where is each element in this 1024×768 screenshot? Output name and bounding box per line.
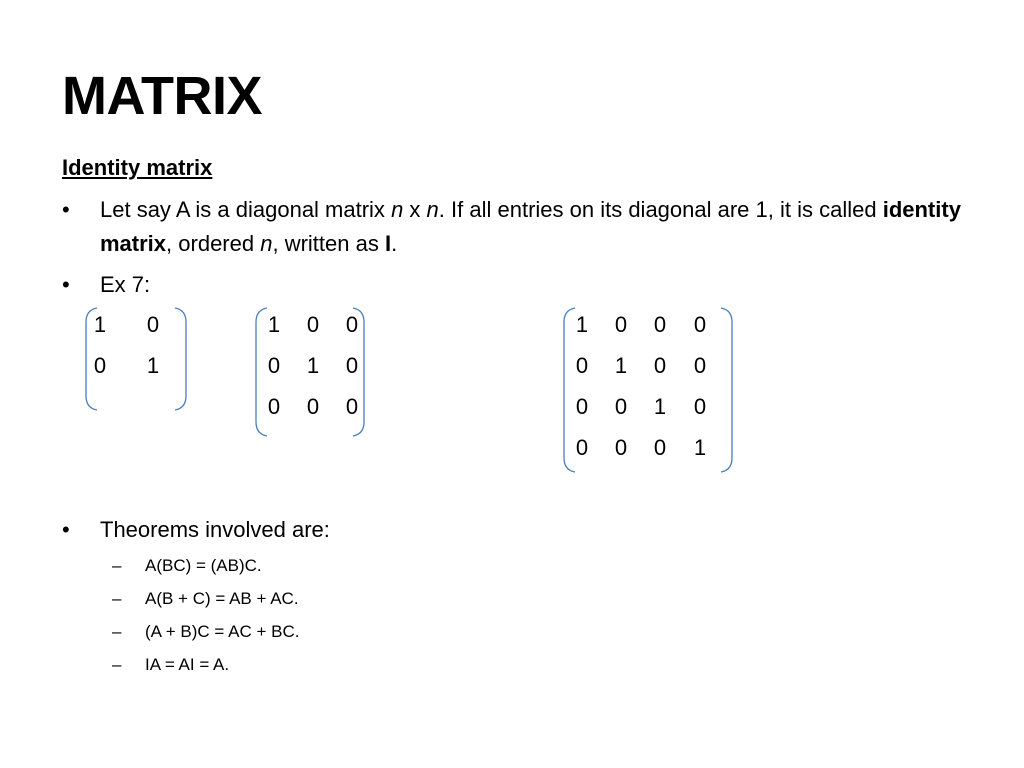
bullet-marker: •	[62, 197, 70, 222]
matrix-cell: 0	[345, 394, 359, 419]
matrix-cell: 0	[653, 435, 667, 460]
matrix-cell: 0	[306, 394, 320, 419]
dash-marker: –	[112, 655, 122, 674]
matrix-cell: 1	[306, 353, 320, 378]
definition-part: , written as	[272, 231, 385, 256]
matrix-cell: 0	[146, 312, 160, 337]
right-bracket	[721, 308, 732, 472]
right-bracket	[175, 308, 186, 410]
section-heading: Identity matrix	[62, 155, 213, 180]
matrix-cell: 1	[267, 312, 281, 337]
theorem-item: A(B + C) = AB + AC.	[145, 589, 299, 608]
matrix-cell: 0	[575, 353, 589, 378]
matrix-cell: 0	[693, 312, 707, 337]
matrix-cell: 0	[614, 435, 628, 460]
matrix-3x3	[254, 306, 368, 438]
definition-part: x	[403, 197, 427, 222]
matrix-cell: 0	[93, 353, 107, 378]
bullet-marker: •	[62, 272, 70, 297]
matrix-4x4	[562, 306, 736, 474]
matrix-cell: 0	[306, 312, 320, 337]
matrix-cell: 1	[614, 353, 628, 378]
matrix-cell: 0	[614, 394, 628, 419]
page-title: MATRIX	[62, 66, 262, 126]
matrix-cell: 1	[653, 394, 667, 419]
matrix-cell: 1	[93, 312, 107, 337]
bullet-marker: •	[62, 517, 70, 542]
theorem-item: (A + B)C = AC + BC.	[145, 622, 300, 641]
matrix-cell: 0	[575, 435, 589, 460]
definition-part: .	[391, 231, 398, 256]
matrix-cell: 1	[575, 312, 589, 337]
example-label: Ex 7:	[100, 272, 151, 297]
definition-n: n	[260, 231, 273, 256]
matrix-cell: 0	[345, 312, 359, 337]
theorem-item: A(BC) = (AB)C.	[145, 556, 262, 575]
matrix-cell: 0	[653, 353, 667, 378]
matrix-cell: 1	[146, 353, 160, 378]
definition-n: n	[391, 197, 404, 222]
definition-part: . If all entries on its diagonal are 1, it is called	[438, 197, 883, 222]
definition-text	[100, 193, 980, 261]
dash-marker: –	[112, 556, 122, 575]
theorems-label: Theorems involved are:	[100, 517, 330, 542]
dash-marker: –	[112, 622, 122, 641]
definition-symbol: I	[384, 231, 392, 256]
matrix-cell: 0	[345, 353, 359, 378]
definition-n: n	[426, 197, 439, 222]
definition-bold-term: identity matrix	[100, 197, 961, 256]
definition-part: , ordered	[166, 231, 261, 256]
matrix-cell: 0	[653, 312, 667, 337]
dash-marker: –	[112, 589, 122, 608]
matrix-2x2	[84, 306, 190, 412]
matrix-cell: 0	[267, 394, 281, 419]
matrix-cell: 0	[267, 353, 281, 378]
theorem-item: IA = AI = A.	[145, 655, 230, 674]
matrix-cell: 0	[693, 353, 707, 378]
matrix-cell: 1	[693, 435, 707, 460]
matrix-cell: 0	[693, 394, 707, 419]
definition-part: Let say A is a diagonal matrix	[100, 197, 392, 222]
matrix-cell: 0	[614, 312, 628, 337]
matrix-cell: 0	[575, 394, 589, 419]
